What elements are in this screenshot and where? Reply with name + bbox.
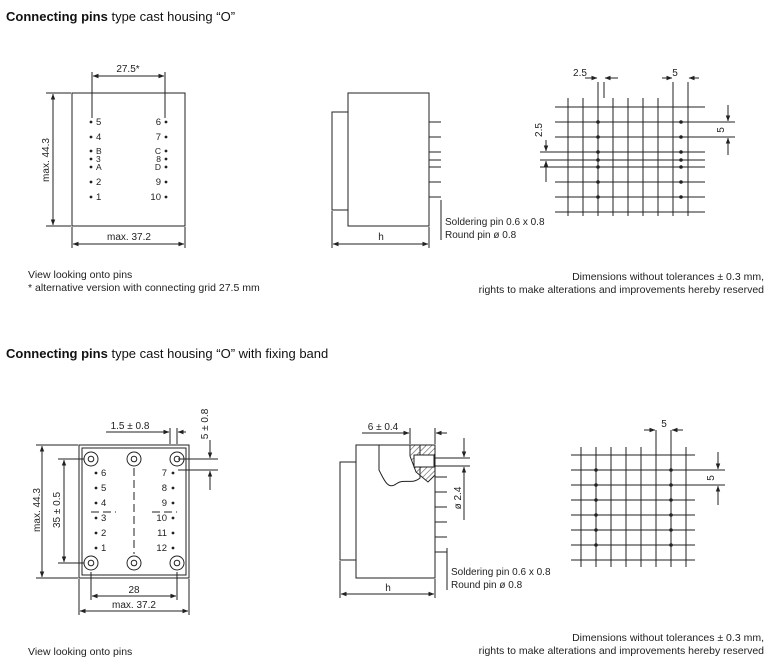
section2-heading-rest: type cast housing “O” with fixing band (111, 346, 329, 361)
s1-grid-dim-25-v: 2.5 (534, 123, 545, 137)
s1-pin-dot (165, 196, 168, 199)
s1-dim-height: max. 44.3 (41, 138, 52, 182)
s1-side-dim-h: h (378, 232, 384, 243)
s2-pin-label: 8 (161, 483, 167, 494)
s1-dim-top: 27.5* (116, 64, 140, 75)
section1-heading-rest: type cast housing “O” (111, 9, 236, 24)
s1-pin-dot (90, 158, 93, 161)
s2-pin-spec-soldering: Soldering pin 0.6 x 0.8 (451, 567, 551, 578)
s2-dim-bottom: 28 (128, 585, 140, 596)
section1-caption-alt: * alternative version with connecting grid 27.5 mm (28, 282, 260, 294)
s2-dim-right: 5 ± 0.8 (200, 408, 211, 440)
s1-pin-spec-soldering: Soldering pin 0.6 x 0.8 (445, 217, 545, 228)
s2-dim-width: max. 37.2 (112, 600, 156, 611)
s1-pin-dot (90, 150, 93, 153)
s2-grid-dim-5-v: 5 (706, 475, 717, 481)
s2-pin-label: 10 (156, 513, 167, 524)
s1-pin-dot (165, 150, 168, 153)
s1-side-flange (332, 112, 348, 210)
s2-side-dim-top: 6 ± 0.4 (367, 422, 399, 433)
s2-dim-inner: 35 ± 0.5 (52, 491, 63, 529)
section2-tolerance-line2: rights to make alterations and improvements hereby reserved (478, 645, 764, 657)
s1-pin-label: C (154, 146, 161, 156)
s1-pins-right (150, 117, 167, 203)
s1-pin-dot (90, 121, 93, 124)
s2-grid-dots (594, 468, 673, 547)
s1-pin-label: 2 (96, 177, 102, 188)
s1-dim-width: max. 37.2 (107, 232, 151, 243)
s1-pin-dot (90, 136, 93, 139)
section1-tolerance-line2: rights to make alterations and improvements hereby reserved (478, 284, 764, 296)
s2-pin-label: 1 (101, 543, 107, 554)
s1-pin-dot (90, 166, 93, 169)
s2-pin-label: 7 (161, 468, 167, 479)
s2-dim-height: max. 44.3 (32, 488, 43, 532)
s1-pin-dot (165, 158, 168, 161)
s1-pin-dot (90, 181, 93, 184)
s1-pin-spec-round: Round pin ø 0.8 (445, 230, 517, 241)
s2-pins-right (156, 468, 174, 554)
section2-heading-bold: Connecting pins (6, 346, 108, 361)
s1-pin-label: 7 (155, 132, 161, 143)
s1-pin-dot (165, 121, 168, 124)
s2-pin-label: 11 (157, 528, 167, 539)
s2-pin-label: 9 (161, 498, 167, 509)
s1-pin-label: 3 (96, 154, 101, 164)
s1-pin-label: 6 (155, 117, 161, 128)
s2-side-dim-pin: ø 2.4 (453, 486, 464, 510)
s2-pin-label: 6 (101, 468, 107, 479)
section2-tolerance-line1: Dimensions without tolerances ± 0.3 mm, (572, 632, 764, 644)
s1-pin-dot (165, 136, 168, 139)
s2-pins-left (95, 468, 107, 554)
s2-pin-label: 4 (101, 498, 107, 509)
s1-pin-dot (90, 196, 93, 199)
s1-side-view (332, 93, 441, 248)
s2-grid (571, 430, 725, 567)
section1-caption-view: View looking onto pins (28, 269, 133, 281)
s1-grid-dim-5-v: 5 (716, 127, 727, 133)
s1-pin-label: 4 (96, 132, 102, 143)
s1-pin-label: 5 (96, 117, 102, 128)
s2-front-view (36, 428, 218, 615)
s1-grid (540, 78, 735, 216)
section1-heading-bold: Connecting pins (6, 9, 108, 24)
s2-side-dim-h: h (385, 583, 391, 594)
s1-pins-left (90, 117, 102, 203)
s2-dim-top: 1.5 ± 0.8 (110, 421, 150, 432)
s2-pin-label: 5 (101, 483, 107, 494)
s1-grid-dim-5-h: 5 (672, 68, 678, 79)
s2-side-flange (340, 462, 356, 560)
s1-housing-outline (72, 93, 185, 226)
s2-pin-label: 3 (101, 513, 107, 524)
s1-pin-label: 10 (150, 192, 161, 203)
section1-tolerance-line1: Dimensions without tolerances ± 0.3 mm, (572, 271, 764, 283)
s1-pin-label: A (96, 162, 102, 172)
s2-grid-dim-5-h: 5 (661, 419, 667, 430)
s1-pin-label: D (154, 162, 161, 172)
s1-grid-dim-25-h: 2.5 (573, 68, 587, 79)
s1-pin-label: B (96, 146, 102, 156)
s1-pin-label: 1 (96, 192, 102, 203)
s2-pin-label: 2 (101, 528, 107, 539)
s1-pin-dot (165, 166, 168, 169)
s1-side-body (348, 93, 429, 226)
s1-front-view (46, 72, 185, 248)
s2-pin-label: 12 (156, 543, 167, 554)
s2-pin-spec-round: Round pin ø 0.8 (451, 580, 523, 591)
s1-pin-label: 8 (156, 154, 161, 164)
s1-pin-label: 9 (155, 177, 161, 188)
s1-pin-dot (165, 181, 168, 184)
section2-caption-view: View looking onto pins (28, 646, 133, 658)
